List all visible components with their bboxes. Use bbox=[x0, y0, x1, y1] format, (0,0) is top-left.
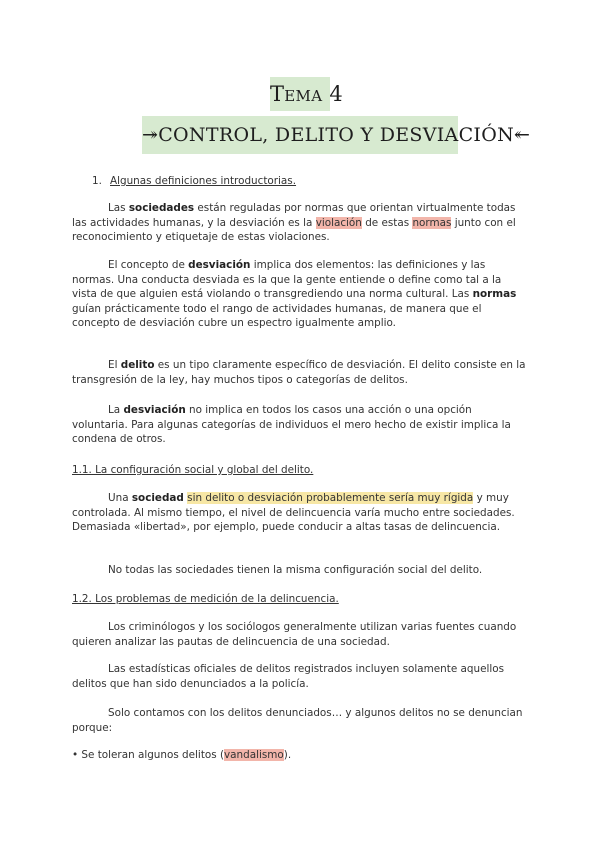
title-main: ↠CONTROL, DELITO Y DESVIACIÓN↞ bbox=[142, 116, 458, 154]
paragraph-estadisticas: Las estadísticas oficiales de delitos registrados incluyen solamente aquellos delitos que han sido denunciados a la policía. bbox=[72, 663, 505, 690]
paragraph-sociedades: Las sociedades están reguladas por normas que orientan virtualmente todas las actividades humanas, y la desviación es la violación de estas normas junto con el reconocimiento y etiquetaje de estas violaciones. bbox=[72, 202, 516, 244]
paragraph-sociedad-sin-delito: Una sociedad sin delito o desviación probablemente sería muy rígida y muy controlada. Al mismo tiempo, el nivel de delincuencia varía mucho entre sociedades. Demasiada «libertad», por ejemplo, puede conducir a altas tasas de delincuencia. bbox=[72, 492, 515, 534]
paragraph-delito: El delito es un tipo claramente específico de desviación. El delito consiste en la transgresión de la ley, hay muchos tipos o categorías de delitos. bbox=[72, 359, 526, 386]
section-1-title: Algunas definiciones introductorias. bbox=[110, 175, 297, 187]
paragraph-configuracion: No todas las sociedades tienen la misma configuración social del delito. bbox=[108, 564, 483, 576]
title-tema: Tema 4 bbox=[270, 77, 330, 111]
section-1-number: 1. bbox=[92, 175, 102, 187]
paragraph-criminologos: Los criminólogos y los sociólogos generalmente utilizan varias fuentes cuando quieren analizar las pautas de delincuencia de una sociedad. bbox=[72, 621, 517, 648]
paragraph-desviacion-voluntaria: La desviación no implica en todos los casos una acción o una opción voluntaria. Para algunas categorías de individuos el mero hecho de existir implica la condena de otros. bbox=[72, 404, 511, 446]
highlight-normas: normas bbox=[412, 216, 452, 229]
paragraph-desviacion-concepto: El concepto de desviación implica dos elementos: las definiciones y las normas. Una conducta desviada es la que la gente entiende o define como tal a la vista de que alguien está violando o transgrediendo una norma cultural. Las normas guían prácticamente todo el rango de actividades humanas, de manera que el concepto de desviación cubre un espectro igualmente amplio. bbox=[72, 259, 517, 330]
section-1-1-heading: 1.1. La configuración social y global del delito. bbox=[72, 464, 314, 476]
paragraph-denunciados: Solo contamos con los delitos denunciados… y algunos delitos no se denuncian porque: bbox=[72, 707, 523, 734]
highlight-violacion: violación bbox=[315, 216, 362, 229]
section-1-2-heading: 1.2. Los problemas de medición de la delincuencia. bbox=[72, 593, 339, 605]
bullet-vandalismo: • Se toleran algunos delitos (vandalismo). bbox=[72, 749, 292, 761]
highlight-sin-delito: sin delito o desviación probablemente sería muy rígida bbox=[187, 492, 474, 504]
section-1-heading bbox=[72, 174, 528, 189]
highlight-vandalismo: vandalismo bbox=[224, 749, 284, 761]
